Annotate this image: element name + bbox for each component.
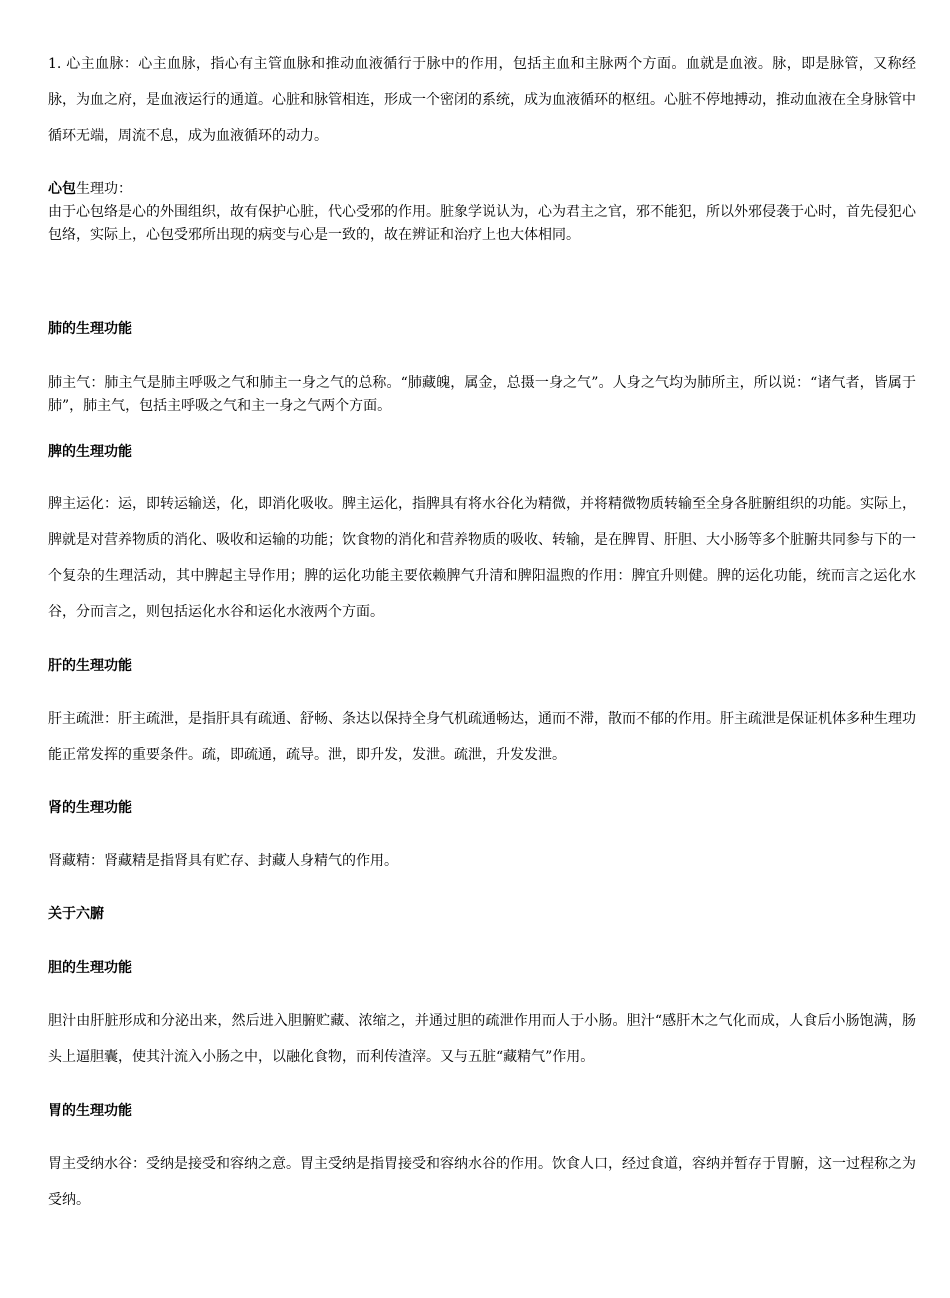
pericardium-paragraph: 由于心包络是心的外围组织，故有保护心脏，代心受邪的作用。脏象学说认为，心为君主之官，邪不能犯，所以外邪侵袭于心时，首先侵犯心包络，实际上，心包受邪所出现的病变与心是一致的，故在辨证和治疗上也大体相同。	[48, 204, 916, 243]
stomach-heading: 胃的生理功能	[48, 1103, 132, 1119]
gallbladder-paragraph: 胆汁由肝脏形成和分泌出来，然后进入胆腑贮藏、浓缩之，并通过胆的疏泄作用而人于小肠。胆汁“感肝木之气化而成，人食后小肠饱满，肠头上逼胆囊，使其汁流入小肠之中，以融化食物，而利传渣滓。又与五脏“藏精气”作用。	[48, 1013, 916, 1065]
kidney-paragraph: 肾藏精：肾藏精是指肾具有贮存、封藏人身精气的作用。	[48, 853, 398, 869]
liver-paragraph: 肝主疏泄：肝主疏泄，是指肝具有疏通、舒畅、条达以保持全身气机疏通畅达，通而不滞，散而不郁的作用。肝主疏泄是保证机体多种生理功能正常发挥的重要条件。疏，即疏通，疏导。泄，即升发，发泄。疏泄，升发发泄。	[48, 711, 916, 763]
gallbladder-heading: 胆的生理功能	[48, 960, 132, 976]
pericardium-title	[48, 178, 916, 201]
spleen-paragraph: 脾主运化：运，即转运输送，化，即消化吸收。脾主运化，指脾具有将水谷化为精微，并将精微物质转输至全身各脏腑组织的功能。实际上，脾就是对营养物质的消化、吸收和运输的功能；饮食物的消化和营养物质的吸收、转输，是在脾胃、肝胆、大小肠等多个脏腑共同参与下的一个复杂的生理活动，其中脾起主导作用；脾的运化功能主要依赖脾气升清和脾阳温煦的作用：脾宜升则健。脾的运化功能，统而言之运化水谷，分而言之，则包括运化水谷和运化水液两个方面。	[48, 496, 916, 620]
lung-heading: 肺的生理功能	[48, 321, 132, 337]
liver-heading: 肝的生理功能	[48, 658, 132, 674]
lung-paragraph: 肺主气：肺主气是肺主呼吸之气和肺主一身之气的总称。“肺藏魄，属金，总摄一身之气”。人身之气均为肺所主，所以说：“诸气者，皆属于肺”，肺主气，包括主呼吸之气和主一身之气两个方面。	[48, 375, 916, 414]
kidney-heading: 肾的生理功能	[48, 800, 132, 816]
spleen-heading: 脾的生理功能	[48, 444, 132, 460]
heart-paragraph: 1. 心主血脉：心主血脉，指心有主管血脉和推动血液循行于脉中的作用，包括主血和主脉两个方面。血就是血液。脉，即是脉管，又称经脉，为血之府，是血液运行的通道。心脏和脉管相连，形成一个密闭的系统，成为血液循环的枢纽。心脏不停地搏动，推动血液在全身脉管中循环无端，周流不息，成为血液循环的动力。	[48, 56, 916, 144]
six-fu-heading: 关于六腑	[48, 906, 104, 922]
pericardium-title-bold: 心包	[48, 181, 76, 197]
pericardium-title-rest: 生理功：	[76, 181, 132, 197]
stomach-paragraph: 胃主受纳水谷：受纳是接受和容纳之意。胃主受纳是指胃接受和容纳水谷的作用。饮食人口，经过食道，容纳并暂存于胃腑，这一过程称之为受纳。	[48, 1156, 916, 1208]
